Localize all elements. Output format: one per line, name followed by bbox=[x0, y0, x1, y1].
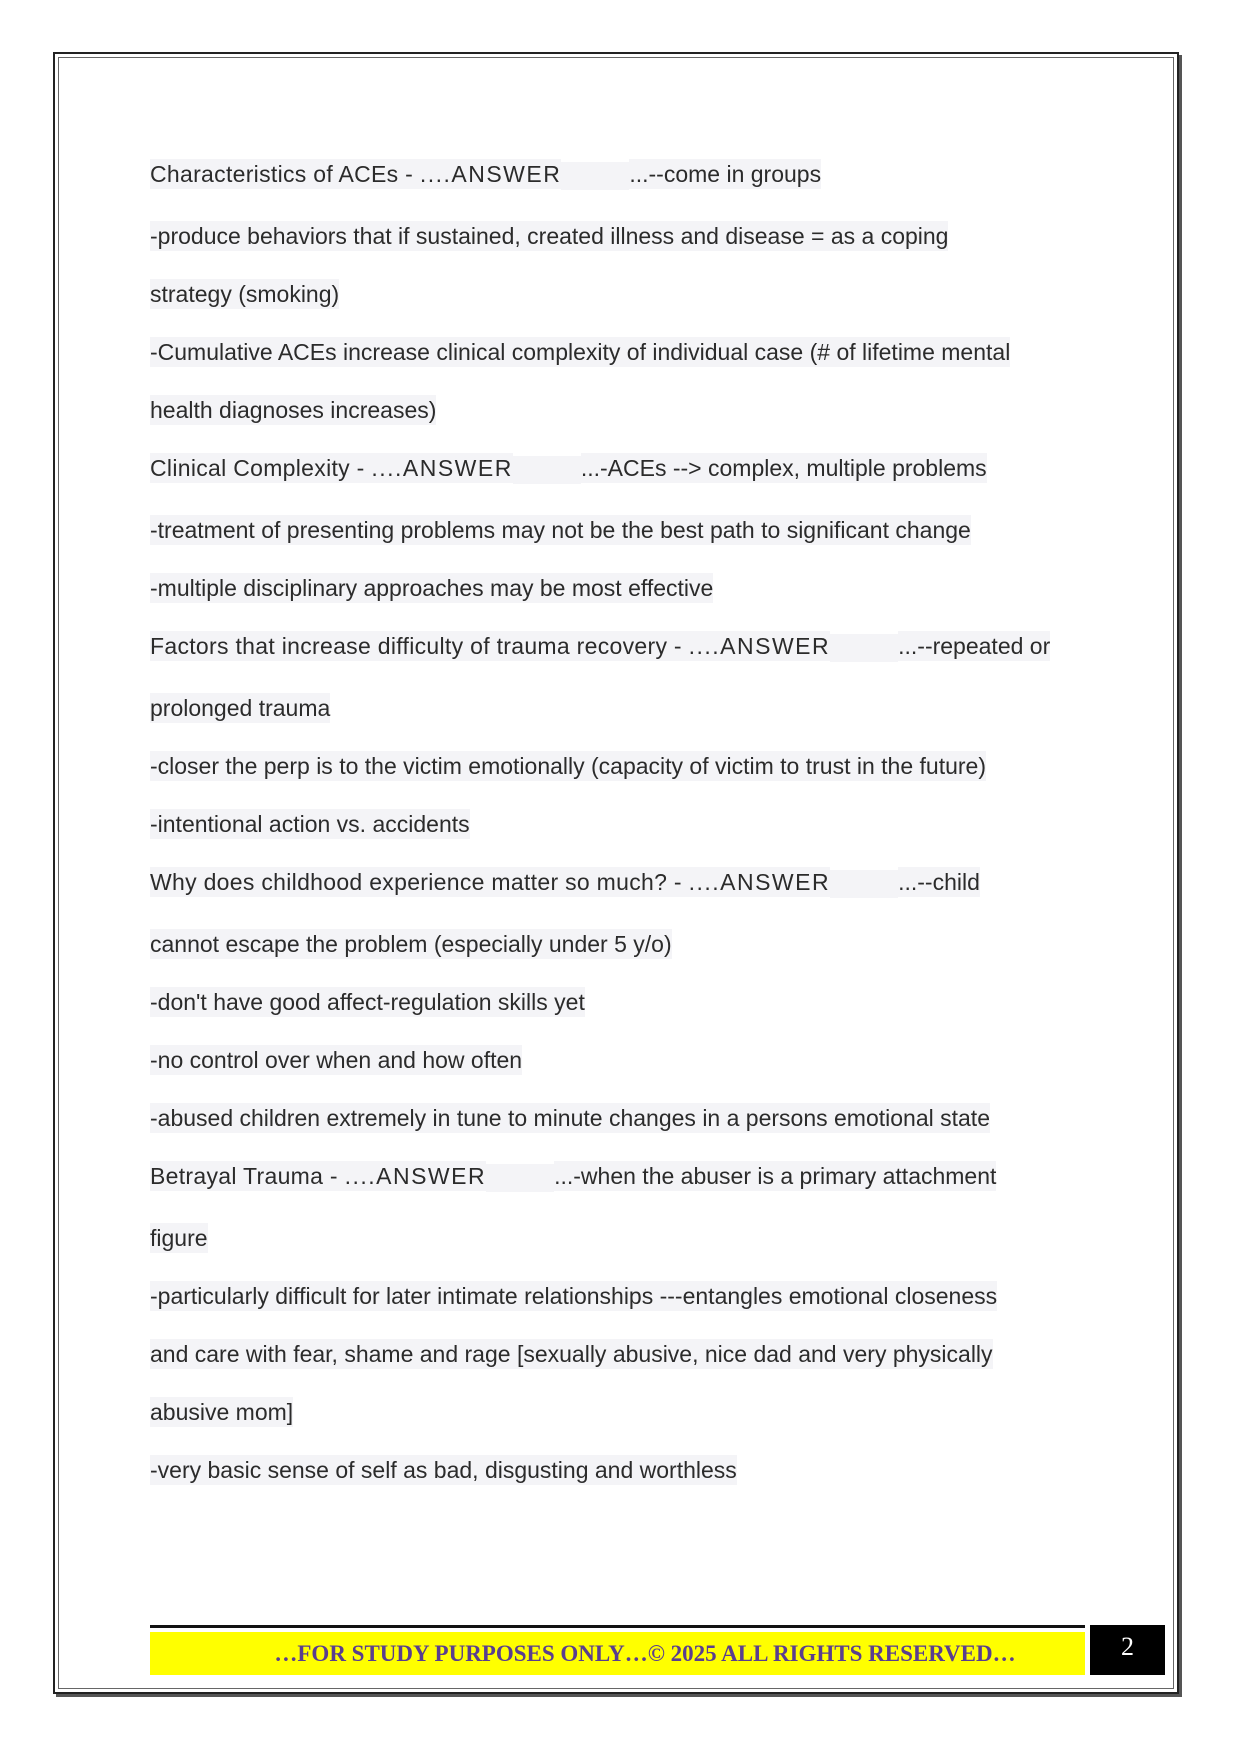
answer-gap bbox=[561, 162, 629, 190]
question-line bbox=[150, 145, 1100, 207]
text-line bbox=[150, 973, 1100, 1031]
text-line-content: and care with fear, shame and rage [sexually abusive, nice dad and very physically bbox=[150, 1341, 993, 1367]
page-number: 2 bbox=[1090, 1625, 1165, 1675]
answer-text: ...--child bbox=[898, 869, 980, 895]
text-line-content: abusive mom] bbox=[150, 1399, 294, 1425]
text-line bbox=[150, 795, 1100, 853]
answer-gap bbox=[513, 456, 581, 484]
text-line-content: health diagnoses increases) bbox=[150, 397, 437, 423]
text-line-content: -particularly difficult for later intimate relationships ---entangles emotional closeness bbox=[150, 1283, 998, 1309]
answer-text: ...-ACEs --> complex, multiple problems bbox=[580, 455, 987, 481]
question-term: Betrayal Trauma - bbox=[150, 1163, 345, 1189]
text-line-content: -produce behaviors that if sustained, created illness and disease = as a coping bbox=[150, 223, 949, 249]
answer-text: ...-when the abuser is a primary attachment bbox=[554, 1163, 997, 1189]
text-line bbox=[150, 915, 1100, 973]
text-line-content: -intentional action vs. accidents bbox=[150, 811, 470, 837]
text-line-content: -closer the perp is to the victim emotionally (capacity of victim to trust in the future) bbox=[150, 753, 986, 779]
footer-rule bbox=[150, 1625, 1085, 1628]
question-term: Clinical Complexity - bbox=[150, 455, 372, 481]
text-line bbox=[150, 559, 1100, 617]
answer-text: ...--repeated or bbox=[898, 633, 1051, 659]
text-line-content: -very basic sense of self as bad, disgusting and worthless bbox=[150, 1457, 737, 1483]
text-line bbox=[150, 1383, 1100, 1441]
question-line bbox=[150, 617, 1100, 679]
question-term: Factors that increase difficulty of trauma recovery - bbox=[150, 633, 689, 659]
question-line bbox=[150, 439, 1100, 501]
document-body bbox=[150, 145, 1100, 1499]
text-line-content: -Cumulative ACEs increase clinical complexity of individual case (# of lifetime mental bbox=[150, 339, 1011, 365]
page-footer bbox=[150, 1625, 1165, 1675]
answer-text: ...--come in groups bbox=[629, 161, 822, 187]
text-line bbox=[150, 1441, 1100, 1499]
text-line bbox=[150, 1325, 1100, 1383]
text-line bbox=[150, 501, 1100, 559]
question-term: Why does childhood experience matter so much? - bbox=[150, 869, 689, 895]
text-line-content: strategy (smoking) bbox=[150, 281, 340, 307]
answer-gap bbox=[830, 870, 898, 898]
text-line bbox=[150, 1089, 1100, 1147]
text-line-content: -abused children extremely in tune to minute changes in a persons emotional state bbox=[150, 1105, 990, 1131]
text-line bbox=[150, 265, 1100, 323]
question-line bbox=[150, 1147, 1100, 1209]
answer-gap bbox=[830, 634, 898, 662]
answer-label: ....ANSWER bbox=[688, 633, 831, 659]
answer-label: ....ANSWER bbox=[371, 455, 513, 481]
answer-label: ....ANSWER bbox=[688, 869, 831, 895]
text-line bbox=[150, 737, 1100, 795]
text-line bbox=[150, 323, 1100, 381]
text-line-content: figure bbox=[150, 1225, 208, 1251]
question-term: Characteristics of ACEs - bbox=[150, 161, 420, 187]
text-line bbox=[150, 207, 1100, 265]
answer-label: ....ANSWER bbox=[419, 161, 562, 187]
text-line-content: -treatment of presenting problems may not be the best path to significant change bbox=[150, 517, 971, 543]
text-line-content: -multiple disciplinary approaches may be most effective bbox=[150, 575, 714, 601]
text-line-content: cannot escape the problem (especially under 5 y/o) bbox=[150, 931, 672, 957]
footer-notice-band bbox=[150, 1632, 1085, 1675]
text-line-content: -no control over when and how often bbox=[150, 1047, 523, 1073]
text-line bbox=[150, 381, 1100, 439]
footer-notice: …FOR STUDY PURPOSES ONLY…© 2025 ALL RIGHTS RESERVED… bbox=[274, 1641, 1016, 1666]
text-line-content: -don't have good affect-regulation skills yet bbox=[150, 989, 585, 1015]
answer-label: ....ANSWER bbox=[344, 1163, 487, 1189]
text-line-content: prolonged trauma bbox=[150, 695, 331, 721]
answer-gap bbox=[486, 1164, 554, 1192]
text-line bbox=[150, 679, 1100, 737]
text-line bbox=[150, 1031, 1100, 1089]
text-line bbox=[150, 1267, 1100, 1325]
question-line bbox=[150, 853, 1100, 915]
text-line bbox=[150, 1209, 1100, 1267]
